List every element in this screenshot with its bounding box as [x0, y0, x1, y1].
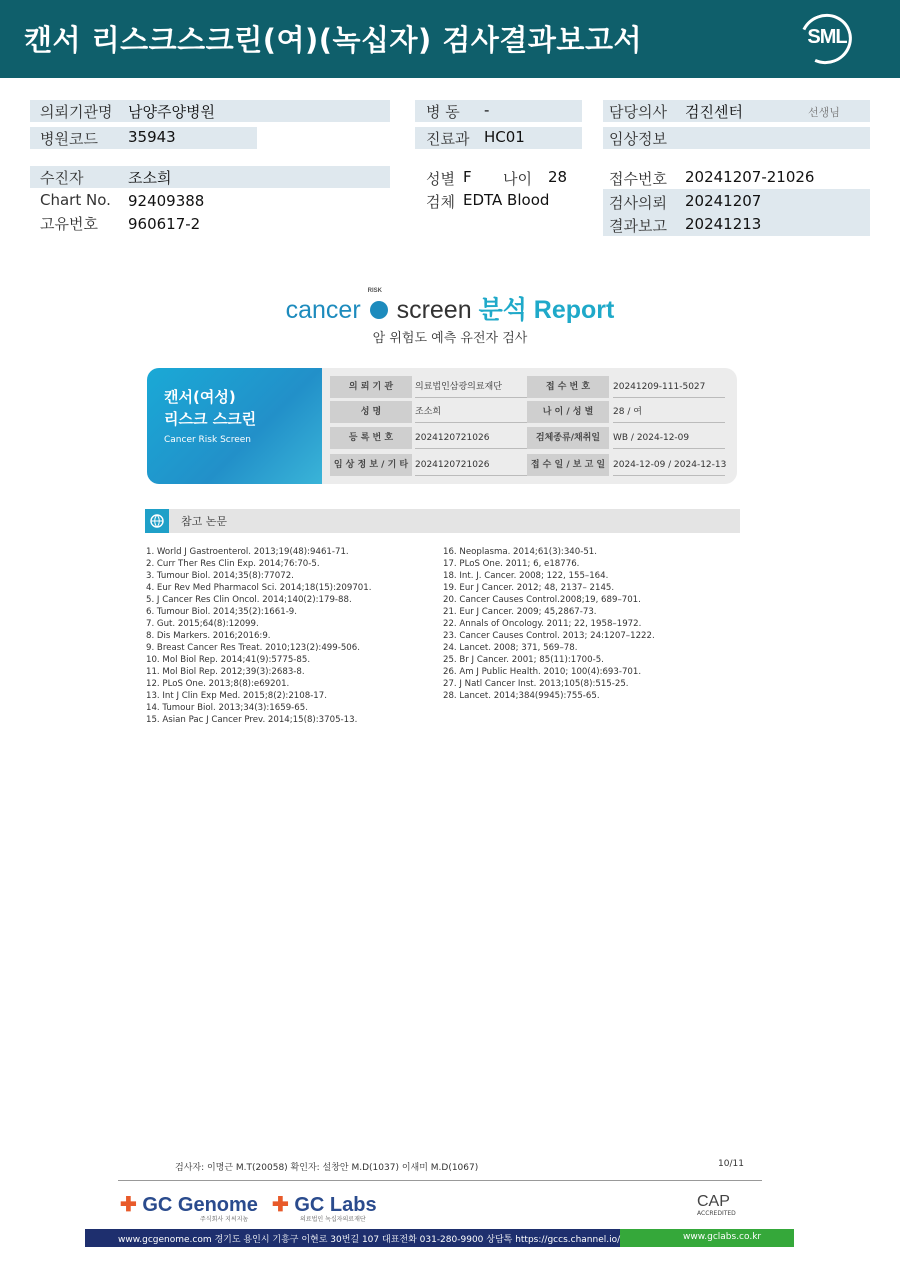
- ward-value: -: [484, 101, 490, 119]
- signatures: 검사자: 이명근 M.T(20058) 확인자: 설창안 M.D(1037) 이새미 M.D(1067): [175, 1163, 479, 1173]
- card-label: 검체종류/채취일: [527, 427, 609, 449]
- gc-labs-logo: ✚ GC Labs: [272, 1194, 377, 1216]
- age-label: 나이: [503, 170, 532, 188]
- ward-label: 병 동: [426, 103, 460, 121]
- card-title-en: Cancer Risk Screen: [164, 435, 252, 445]
- reference-item: 7. Gut. 2015;64(8):12099.: [146, 619, 259, 629]
- card-value: 2024120721026: [415, 454, 527, 476]
- card-value: 28 / 여: [613, 401, 725, 423]
- reference-item: 13. Int J Clin Exp Med. 2015;8(2):2108-17.: [146, 691, 327, 701]
- dept-label: 진료과: [426, 130, 470, 148]
- footer-divider: [118, 1180, 762, 1181]
- card-value: 의료법인삼광의료재단: [415, 376, 527, 398]
- reference-item: 18. Int. J. Cancer. 2008; 122, 155–164.: [443, 571, 609, 581]
- reference-item: 12. PLoS One. 2013;8(8):e69201.: [146, 679, 290, 689]
- logo-risk-text: RISK: [367, 288, 382, 294]
- report-date-label: 결과보고: [609, 217, 667, 235]
- doctor-label: 담당의사: [609, 103, 667, 121]
- card-value: 2024-12-09 / 2024-12-13: [613, 454, 725, 476]
- hospital-code-label: 병원코드: [40, 130, 98, 148]
- gc-labs-text: GC Labs: [294, 1194, 377, 1216]
- gc-genome-sub: 주식회사 지씨지놈: [200, 1216, 249, 1223]
- logo-report: 분석 Report: [478, 296, 615, 324]
- report-date-value: 20241213: [685, 215, 762, 233]
- globe-icon: [145, 509, 169, 533]
- logo-risk-icon: [367, 288, 388, 319]
- id-label: 고유번호: [40, 215, 98, 233]
- age-value: 28: [548, 168, 568, 186]
- reference-item: 25. Br J Cancer. 2001; 85(11):1700-5.: [443, 655, 604, 665]
- chart-value: 92409388: [128, 192, 205, 210]
- card-title-2: 리스크 스크린: [164, 410, 257, 428]
- reference-item: 5. J Cancer Res Clin Oncol. 2014;140(2):179-88.: [146, 595, 352, 605]
- card-label: 의 뢰 기 관: [330, 376, 412, 398]
- reference-item: 16. Neoplasma. 2014;61(3):340-51.: [443, 547, 597, 557]
- footer-contact: www.gcgenome.com 경기도 용인시 기흥구 이현로 30번길 107 대표전화 031-280-9900 상담톡 https://gccs.channel.io/: [118, 1235, 621, 1245]
- summary-card: [147, 368, 737, 484]
- doctor-suffix: 선생님: [808, 106, 840, 119]
- sex-label: 성별: [426, 170, 455, 188]
- references-title: 참고 논문: [181, 515, 228, 528]
- cap-logo: CAP: [697, 1193, 730, 1210]
- logo-subtitle: 암 위험도 예측 유전자 검사: [372, 331, 528, 346]
- specimen-value: EDTA Blood: [463, 191, 550, 209]
- reference-item: 2. Curr Ther Res Clin Exp. 2014;76:70-5.: [146, 559, 320, 569]
- card-label: 성 명: [330, 401, 412, 423]
- references-header: [145, 509, 740, 533]
- patient-value: 조소희: [128, 169, 172, 187]
- logo-screen: screen: [396, 296, 472, 324]
- reference-item: 24. Lancet. 2008; 371, 569–78.: [443, 643, 578, 653]
- card-value: 20241209-111-5027: [613, 376, 725, 398]
- reference-item: 6. Tumour Biol. 2014;35(2):1661-9.: [146, 607, 297, 617]
- dept-value: HC01: [484, 128, 525, 146]
- reference-item: 20. Cancer Causes Control.2008;19, 689–701.: [443, 595, 641, 605]
- card-label: 임 상 정 보 / 기 타: [330, 454, 412, 476]
- receipt-label: 접수번호: [609, 170, 667, 188]
- cancer-risk-screen-logo: [0, 290, 900, 326]
- gc-genome-logo: ✚ GC Genome: [120, 1194, 258, 1216]
- card-value: 2024120721026: [415, 427, 527, 449]
- card-value: WB / 2024-12-09: [613, 427, 725, 449]
- reference-item: 14. Tumour Biol. 2013;34(3):1659-65.: [146, 703, 308, 713]
- request-label: 검사의뢰: [609, 194, 667, 212]
- card-value: 조소희: [415, 401, 527, 423]
- sex-value: F: [463, 168, 472, 186]
- reference-item: 1. World J Gastroenterol. 2013;19(48):9461-71.: [146, 547, 349, 557]
- reference-item: 9. Breast Cancer Res Treat. 2010;123(2):499-506.: [146, 643, 360, 653]
- request-value: 20241207: [685, 192, 762, 210]
- card-title-1: 캔서(여성): [164, 388, 236, 406]
- receipt-value: 20241207-21026: [685, 168, 815, 186]
- reference-item: 3. Tumour Biol. 2014;35(8):77072.: [146, 571, 294, 581]
- reference-item: 28. Lancet. 2014;384(9945):755-65.: [443, 691, 600, 701]
- reference-item: 4. Eur Rev Med Pharmacol Sci. 2014;18(15):209701.: [146, 583, 372, 593]
- reference-item: 10. Mol Biol Rep. 2014;41(9):5775-85.: [146, 655, 311, 665]
- chart-label: Chart No.: [40, 191, 111, 209]
- reference-item: 22. Annals of Oncology. 2011; 22, 1958–1972.: [443, 619, 642, 629]
- clinical-label: 임상정보: [609, 130, 667, 148]
- hospital-code-value: 35943: [128, 128, 176, 146]
- logo-cancer: cancer: [285, 296, 361, 324]
- specimen-label: 검체: [426, 193, 455, 211]
- patient-label: 수진자: [40, 169, 84, 187]
- doctor-value: 검진센터: [685, 103, 743, 121]
- institution-value: 남양주양병원: [128, 103, 215, 121]
- reference-item: 11. Mol Biol Rep. 2012;39(3):2683-8.: [146, 667, 305, 677]
- card-label: 나 이 / 성 별: [527, 401, 609, 423]
- patient-row-bg: [30, 166, 390, 188]
- reference-item: 8. Dis Markers. 2016;2016:9.: [146, 631, 271, 641]
- reference-item: 27. J Natl Cancer Inst. 2013;105(8):515-25.: [443, 679, 629, 689]
- reference-item: 23. Cancer Causes Control. 2013; 24:1207–1222.: [443, 631, 655, 641]
- cap-accredited: ACCREDITED: [697, 1210, 736, 1217]
- page-number: 10/11: [718, 1159, 744, 1169]
- gc-genome-text: GC Genome: [142, 1194, 258, 1216]
- reference-item: 15. Asian Pac J Cancer Prev. 2014;15(8):3705-13.: [146, 715, 358, 725]
- reference-item: 19. Eur J Cancer. 2012; 48, 2137– 2145.: [443, 583, 615, 593]
- card-label: 접 수 번 호: [527, 376, 609, 398]
- card-label: 등 록 번 호: [330, 427, 412, 449]
- gc-labs-sub: 의료법인 녹십자의료재단: [300, 1216, 366, 1223]
- reference-item: 26. Am J Public Health. 2010; 100(4):693-701.: [443, 667, 642, 677]
- card-label: 접 수 일 / 보 고 일: [527, 454, 609, 476]
- institution-label: 의뢰기관명: [40, 103, 113, 121]
- reference-item: 21. Eur J Cancer. 2009; 45,2867-73.: [443, 607, 597, 617]
- id-value: 960617-2: [128, 215, 201, 233]
- report-title: 캔서 리스크스크린(여)(녹십자) 검사결과보고서: [24, 23, 642, 57]
- sml-logo: SML: [807, 26, 847, 48]
- footer-website: www.gclabs.co.kr: [683, 1232, 762, 1242]
- reference-item: 17. PLoS One. 2011; 6, e18776.: [443, 559, 580, 569]
